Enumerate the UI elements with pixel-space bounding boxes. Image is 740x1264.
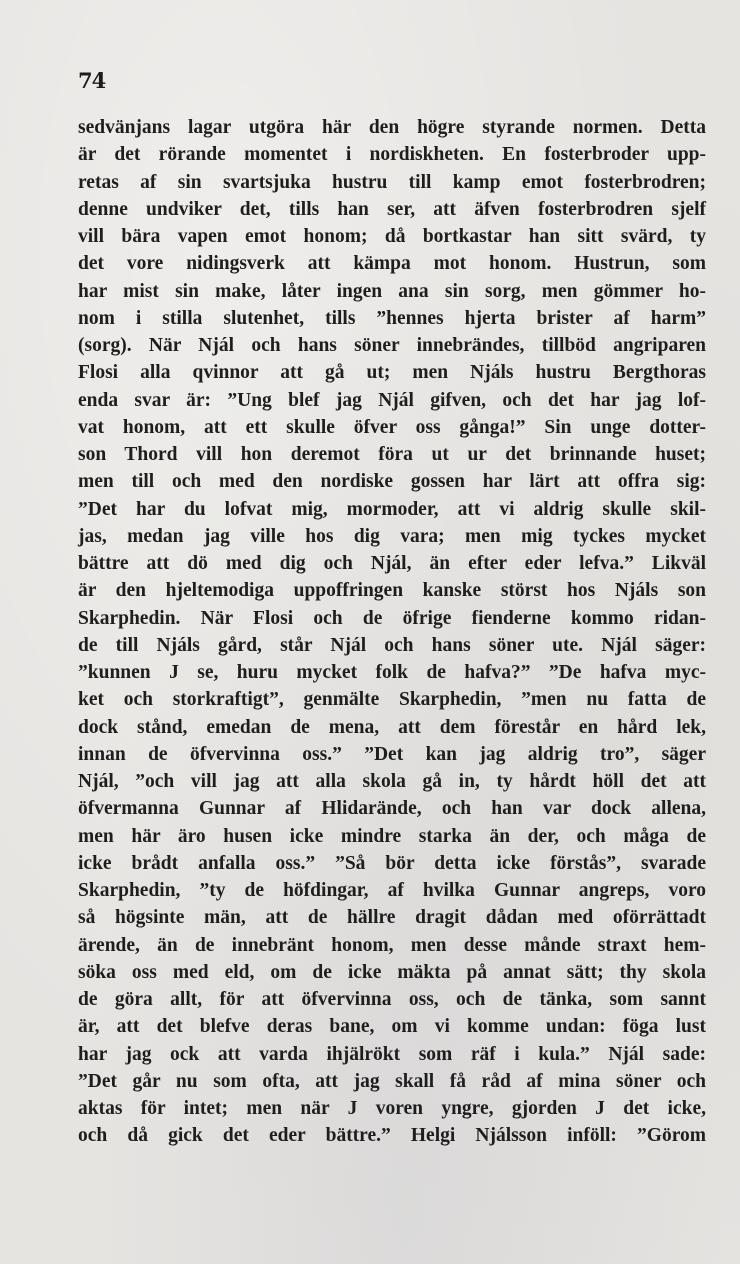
text-line: son Thord vill hon deremot föra ut ur det brinnande huset; xyxy=(78,444,706,465)
text-line: dock stånd, emedan de mena, att dem förestår en hård lek, xyxy=(78,716,706,738)
text-line: aktas för intet; men när J voren yngre, gjorden J det icke, xyxy=(78,1098,706,1119)
text-line: är den hjeltemodiga uppoffringen kanske störst hos Njáls son xyxy=(78,580,706,602)
text-line: söka oss med eld, om de icke mäkta på annat sätt; thy skola xyxy=(78,961,706,983)
text-line: men här äro husen icke mindre starka än der, och måga de xyxy=(78,825,706,847)
text-line: vill bära vapen emot honom; då bortkastar han sitt svärd, ty xyxy=(78,226,706,247)
text-line: icke brådt anfalla oss.” ”Så bör detta icke förstås”, svarade xyxy=(78,852,706,874)
text-line: bättre att dö med dig och Njál, än efter eder lefva.” Likväl xyxy=(78,553,706,574)
text-line: enda svar är: ”Ung blef jag Njál gifven, och det har jag lof- xyxy=(78,389,706,411)
text-line: är det rörande momentet i nordiskheten. En fosterbroder upp- xyxy=(78,144,706,166)
text-line: Njál, ”och vill jag att alla skola gå in, ty hårdt höll det att xyxy=(78,771,706,792)
text-line: Skarphedin. När Flosi och de öfrige fienderne kommo ridan- xyxy=(78,607,706,629)
text-line: ”kunnen J se, huru mycket folk de hafva?” ”De hafva myc- xyxy=(78,662,706,683)
text-line: men till och med den nordiske gossen har lärt att offra sig: xyxy=(78,471,706,493)
text-line: Skarphedin, ”ty de höfdingar, af hvilka Gunnar angreps, voro xyxy=(78,880,706,901)
text-line: vat honom, att ett skulle öfver oss gånga!” Sin unge dotter- xyxy=(78,416,706,438)
text-line: ”Det går nu som ofta, att jag skall få råd af mina söner och xyxy=(78,1070,706,1092)
text-line: innan de öfvervinna oss.” ”Det kan jag aldrig tro”, säger xyxy=(78,743,706,765)
text-line: har mist sin make, låter ingen ana sin sorg, men gömmer ho- xyxy=(78,280,706,302)
text-line: öfvermanna Gunnar af Hlidarände, och han var dock allena, xyxy=(78,798,706,820)
body-text xyxy=(78,114,706,1150)
text-line: ket och storkraftigt”, genmälte Skarphedin, ”men nu fatta de xyxy=(78,689,706,711)
text-line: de göra allt, för att öfvervinna oss, och de tänka, som sannt xyxy=(78,989,706,1010)
text-line: nom i stilla slutenhet, tills ”hennes hjerta brister af harm” xyxy=(78,307,706,329)
text-line: är, att det blefve deras bane, om vi komme undan: föga lust xyxy=(78,1016,706,1038)
text-line: (sorg). När Njál och hans söner innebrändes, tillböd angriparen xyxy=(78,335,706,356)
text-line: har jag ock att varda ihjälrökt som räf i kula.” Njál sade: xyxy=(78,1043,706,1065)
text-line: och då gick det eder bättre.” Helgi Njálsson inföll: ”Görom xyxy=(78,1125,706,1147)
text-line: det vore nidingsverk att kämpa mot honom. Hustrun, som xyxy=(78,253,706,275)
text-line: sedvänjans lagar utgöra här den högre styrande normen. Detta xyxy=(78,117,706,138)
text-line: retas af sin svartsjuka hustru till kamp emot fosterbrodren; xyxy=(78,171,706,193)
text-line: ”Det har du lofvat mig, mormoder, att vi aldrig skulle skil- xyxy=(78,498,706,520)
text-line: Flosi alla qvinnor att gå ut; men Njáls hustru Bergthoras xyxy=(78,362,706,384)
text-line: jas, medan jag ville hos dig vara; men mig tyckes mycket xyxy=(78,525,706,547)
text-line: de till Njáls gård, står Njál och hans söner ute. Njál säger: xyxy=(78,634,706,656)
text-line: ärende, än de innebränt honom, men desse månde straxt hem- xyxy=(78,934,706,956)
page-number: 74 xyxy=(78,68,106,93)
text-line: så högsinte män, att de hällre dragit dådan med oförrättadt xyxy=(78,907,706,929)
text-line: denne undviker det, tills han ser, att äfven fosterbrodren sjelf xyxy=(78,198,706,220)
